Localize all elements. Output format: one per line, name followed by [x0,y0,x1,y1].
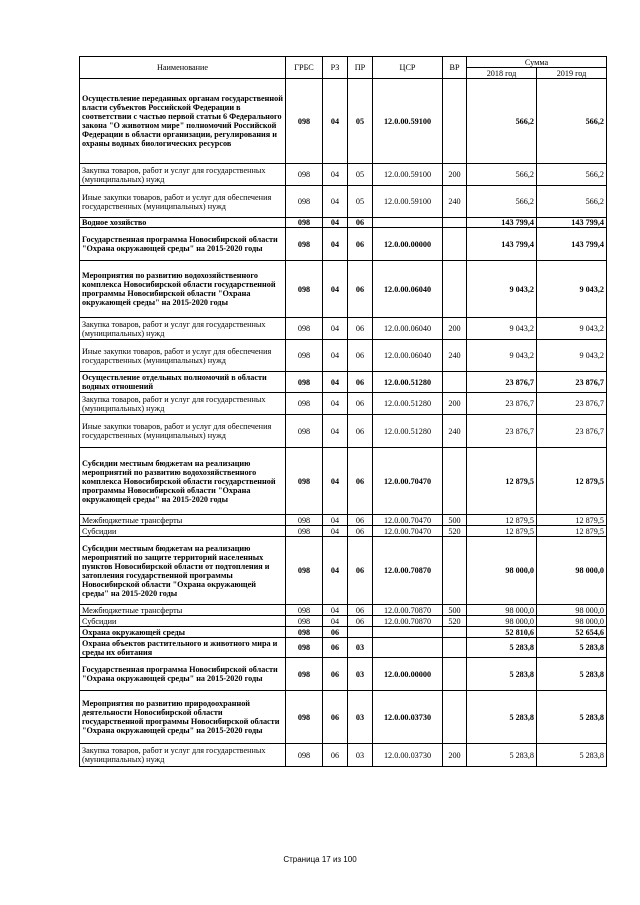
cell-rz: 04 [323,448,348,515]
cell-name: Субсидии [80,526,286,537]
table-row [80,415,607,448]
cell-grbs: 098 [286,186,323,218]
cell-sum-2018: 12 879,5 [467,515,537,526]
cell-pr: 03 [348,744,373,767]
table-row [80,627,607,638]
cell-rz: 06 [323,744,348,767]
cell-pr: 06 [348,605,373,616]
cell-grbs: 098 [286,658,323,691]
cell-csr [373,627,443,638]
cell-sum-2019: 143 799,4 [537,228,607,261]
cell-vr: 520 [443,526,467,537]
header-grbs: ГРБС [286,57,323,79]
cell-sum-2019: 5 283,8 [537,691,607,744]
cell-rz: 04 [323,372,348,393]
cell-rz: 06 [323,691,348,744]
cell-sum-2018: 143 799,4 [467,228,537,261]
cell-csr [373,638,443,658]
cell-rz: 04 [323,79,348,164]
cell-grbs: 098 [286,261,323,318]
cell-csr: 12.0.00.70470 [373,526,443,537]
cell-vr: 500 [443,515,467,526]
cell-sum-2018: 5 283,8 [467,638,537,658]
cell-csr: 12.0.00.06040 [373,340,443,372]
cell-vr [443,638,467,658]
cell-grbs: 098 [286,526,323,537]
table-row [80,79,607,164]
cell-grbs: 098 [286,616,323,627]
cell-rz: 04 [323,515,348,526]
cell-name: Иные закупки товаров, работ и услуг для обеспечения государственных (муниципальных) нужд [80,415,286,448]
cell-sum-2019: 98 000,0 [537,616,607,627]
cell-grbs: 098 [286,744,323,767]
cell-sum-2019: 12 879,5 [537,448,607,515]
table-row [80,340,607,372]
cell-vr: 500 [443,605,467,616]
cell-name: Осуществление переданных органам государственной власти субъектов Российской Федерации в соответствии с частью первой статьи 6 Федерального закона "О животном мире" полномочий Российской Федерации в области организации, регулирования и охраны водных биологических ресурсов [80,79,286,164]
table-row [80,261,607,318]
table-row [80,526,607,537]
header-rz: РЗ [323,57,348,79]
cell-csr: 12.0.00.70870 [373,537,443,605]
table-row [80,448,607,515]
cell-name: Закупка товаров, работ и услуг для государственных (муниципальных) нужд [80,393,286,415]
cell-sum-2019: 566,2 [537,186,607,218]
table-row [80,186,607,218]
cell-grbs: 098 [286,79,323,164]
cell-vr [443,691,467,744]
table-row [80,744,607,767]
cell-name: Иные закупки товаров, работ и услуг для обеспечения государственных (муниципальных) нужд [80,340,286,372]
header-year-2019: 2019 год [537,68,607,79]
cell-sum-2019: 9 043,2 [537,261,607,318]
header-vr: ВР [443,57,467,79]
cell-vr: 200 [443,393,467,415]
cell-grbs: 098 [286,515,323,526]
cell-rz: 06 [323,658,348,691]
cell-name: Мероприятия по развитию природоохранной деятельности Новосибирской области государственной программы Новосибирской области "Охрана окружающей среды" на 2015-2020 годы [80,691,286,744]
table-row [80,605,607,616]
table-row [80,515,607,526]
table-row [80,372,607,393]
cell-name: Водное хозяйство [80,218,286,228]
cell-csr: 12.0.00.03730 [373,691,443,744]
cell-rz: 04 [323,261,348,318]
cell-vr [443,218,467,228]
header-csr: ЦСР [373,57,443,79]
header-year-2018: 2018 год [467,68,537,79]
cell-csr: 12.0.00.00000 [373,228,443,261]
cell-vr: 200 [443,318,467,340]
cell-sum-2019: 5 283,8 [537,744,607,767]
cell-sum-2019: 23 876,7 [537,393,607,415]
cell-vr [443,658,467,691]
table-row [80,638,607,658]
cell-grbs: 098 [286,691,323,744]
cell-sum-2018: 23 876,7 [467,415,537,448]
table-row [80,537,607,605]
cell-vr: 200 [443,164,467,186]
cell-csr: 12.0.00.51280 [373,372,443,393]
cell-pr: 06 [348,228,373,261]
table-row [80,218,607,228]
cell-sum-2018: 5 283,8 [467,658,537,691]
cell-sum-2018: 98 000,0 [467,605,537,616]
header-name: Наименование [80,57,286,79]
cell-csr: 12.0.00.00000 [373,658,443,691]
cell-csr: 12.0.00.51280 [373,393,443,415]
cell-sum-2019: 12 879,5 [537,526,607,537]
cell-pr: 05 [348,164,373,186]
cell-grbs: 098 [286,605,323,616]
cell-pr: 06 [348,372,373,393]
cell-grbs: 098 [286,627,323,638]
cell-csr: 12.0.00.59100 [373,79,443,164]
cell-pr: 03 [348,638,373,658]
budget-table [79,56,607,767]
cell-rz: 04 [323,537,348,605]
cell-csr: 12.0.00.51280 [373,415,443,448]
cell-grbs: 098 [286,415,323,448]
cell-pr: 03 [348,658,373,691]
cell-csr: 12.0.00.06040 [373,261,443,318]
cell-sum-2018: 9 043,2 [467,318,537,340]
cell-grbs: 098 [286,218,323,228]
cell-rz: 06 [323,627,348,638]
cell-csr: 12.0.00.59100 [373,164,443,186]
cell-rz: 04 [323,605,348,616]
cell-sum-2018: 566,2 [467,186,537,218]
cell-name: Охрана объектов растительного и животного мира и среды их обитания [80,638,286,658]
table-row [80,393,607,415]
cell-rz: 06 [323,638,348,658]
cell-grbs: 098 [286,448,323,515]
cell-vr: 240 [443,340,467,372]
cell-vr [443,261,467,318]
cell-vr [443,448,467,515]
cell-name: Иные закупки товаров, работ и услуг для обеспечения государственных (муниципальных) нужд [80,186,286,218]
cell-sum-2018: 12 879,5 [467,526,537,537]
cell-name: Осуществление отдельных полномочий в области водных отношений [80,372,286,393]
cell-vr: 520 [443,616,467,627]
cell-pr [348,627,373,638]
cell-name: Субсидии [80,616,286,627]
cell-pr: 06 [348,415,373,448]
cell-sum-2019: 23 876,7 [537,415,607,448]
cell-sum-2018: 566,2 [467,79,537,164]
cell-sum-2018: 23 876,7 [467,372,537,393]
cell-name: Мероприятия по развитию водохозяйственного комплекса Новосибирской области государственной программы Новосибирской области "Охрана окружающей среды" на 2015-2020 годы [80,261,286,318]
cell-pr: 06 [348,261,373,318]
cell-pr: 06 [348,448,373,515]
cell-sum-2018: 98 000,0 [467,537,537,605]
cell-sum-2019: 12 879,5 [537,515,607,526]
budget-table-container [79,56,606,767]
page-footer: Страница 17 из 100 [283,855,357,864]
cell-rz: 04 [323,415,348,448]
cell-csr: 12.0.00.70470 [373,515,443,526]
cell-rz: 04 [323,393,348,415]
cell-csr [373,218,443,228]
cell-pr: 06 [348,318,373,340]
cell-csr: 12.0.00.06040 [373,318,443,340]
cell-rz: 04 [323,616,348,627]
cell-name: Охрана окружающей среды [80,627,286,638]
cell-vr: 200 [443,744,467,767]
cell-vr [443,537,467,605]
cell-vr [443,372,467,393]
cell-name: Межбюджетные трансферты [80,515,286,526]
cell-sum-2018: 5 283,8 [467,691,537,744]
cell-csr: 12.0.00.70870 [373,616,443,627]
cell-grbs: 098 [286,638,323,658]
cell-rz: 04 [323,186,348,218]
cell-grbs: 098 [286,228,323,261]
table-row [80,691,607,744]
table-row [80,318,607,340]
cell-name: Закупка товаров, работ и услуг для государственных (муниципальных) нужд [80,164,286,186]
cell-sum-2019: 52 654,6 [537,627,607,638]
header-sum: Сумма [467,57,607,68]
cell-grbs: 098 [286,372,323,393]
cell-sum-2018: 12 879,5 [467,448,537,515]
cell-sum-2019: 98 000,0 [537,537,607,605]
cell-sum-2018: 23 876,7 [467,393,537,415]
cell-pr: 06 [348,218,373,228]
cell-grbs: 098 [286,393,323,415]
cell-csr: 12.0.00.70870 [373,605,443,616]
cell-sum-2018: 9 043,2 [467,340,537,372]
table-row [80,164,607,186]
cell-sum-2019: 566,2 [537,164,607,186]
cell-pr: 06 [348,616,373,627]
cell-name: Закупка товаров, работ и услуг для государственных (муниципальных) нужд [80,744,286,767]
cell-name: Субсидии местным бюджетам на реализацию мероприятий по защите территорий населенных пунктов Новосибирской области от подтопления и затопления государственной программы Новосибирской области "Охрана окружающей среды" на 2015-2020 годы [80,537,286,605]
cell-sum-2019: 23 876,7 [537,372,607,393]
cell-sum-2018: 98 000,0 [467,616,537,627]
cell-vr [443,79,467,164]
table-row [80,658,607,691]
cell-pr: 03 [348,691,373,744]
cell-sum-2018: 52 810,6 [467,627,537,638]
cell-name: Закупка товаров, работ и услуг для государственных (муниципальных) нужд [80,318,286,340]
cell-rz: 04 [323,164,348,186]
header-pr: ПР [348,57,373,79]
cell-csr: 12.0.00.03730 [373,744,443,767]
cell-pr: 06 [348,393,373,415]
cell-pr: 06 [348,515,373,526]
cell-sum-2018: 143 799,4 [467,218,537,228]
cell-rz: 04 [323,228,348,261]
cell-pr: 06 [348,526,373,537]
cell-sum-2019: 9 043,2 [537,318,607,340]
cell-rz: 04 [323,318,348,340]
cell-vr: 240 [443,186,467,218]
cell-sum-2019: 98 000,0 [537,605,607,616]
cell-name: Межбюджетные трансферты [80,605,286,616]
cell-rz: 04 [323,526,348,537]
cell-grbs: 098 [286,340,323,372]
table-row [80,616,607,627]
cell-name: Государственная программа Новосибирской области "Охрана окружающей среды" на 2015-2020 годы [80,658,286,691]
cell-name: Государственная программа Новосибирской области "Охрана окружающей среды" на 2015-2020 годы [80,228,286,261]
cell-vr [443,627,467,638]
cell-pr: 06 [348,537,373,605]
cell-vr [443,228,467,261]
cell-sum-2019: 566,2 [537,79,607,164]
cell-csr: 12.0.00.59100 [373,186,443,218]
cell-sum-2019: 5 283,8 [537,638,607,658]
cell-pr: 05 [348,79,373,164]
cell-sum-2019: 5 283,8 [537,658,607,691]
cell-sum-2019: 9 043,2 [537,340,607,372]
cell-rz: 04 [323,340,348,372]
cell-name: Субсидии местным бюджетам на реализацию мероприятий по развитию водохозяйственного комплекса Новосибирской области государственной программы Новосибирской области "Охрана окружающей среды" на 2015-2020 годы [80,448,286,515]
cell-sum-2019: 143 799,4 [537,218,607,228]
cell-csr: 12.0.00.70470 [373,448,443,515]
cell-sum-2018: 566,2 [467,164,537,186]
cell-sum-2018: 9 043,2 [467,261,537,318]
cell-vr: 240 [443,415,467,448]
cell-grbs: 098 [286,318,323,340]
cell-rz: 04 [323,218,348,228]
cell-pr: 06 [348,340,373,372]
cell-pr: 05 [348,186,373,218]
cell-grbs: 098 [286,164,323,186]
table-row [80,228,607,261]
cell-sum-2018: 5 283,8 [467,744,537,767]
cell-grbs: 098 [286,537,323,605]
